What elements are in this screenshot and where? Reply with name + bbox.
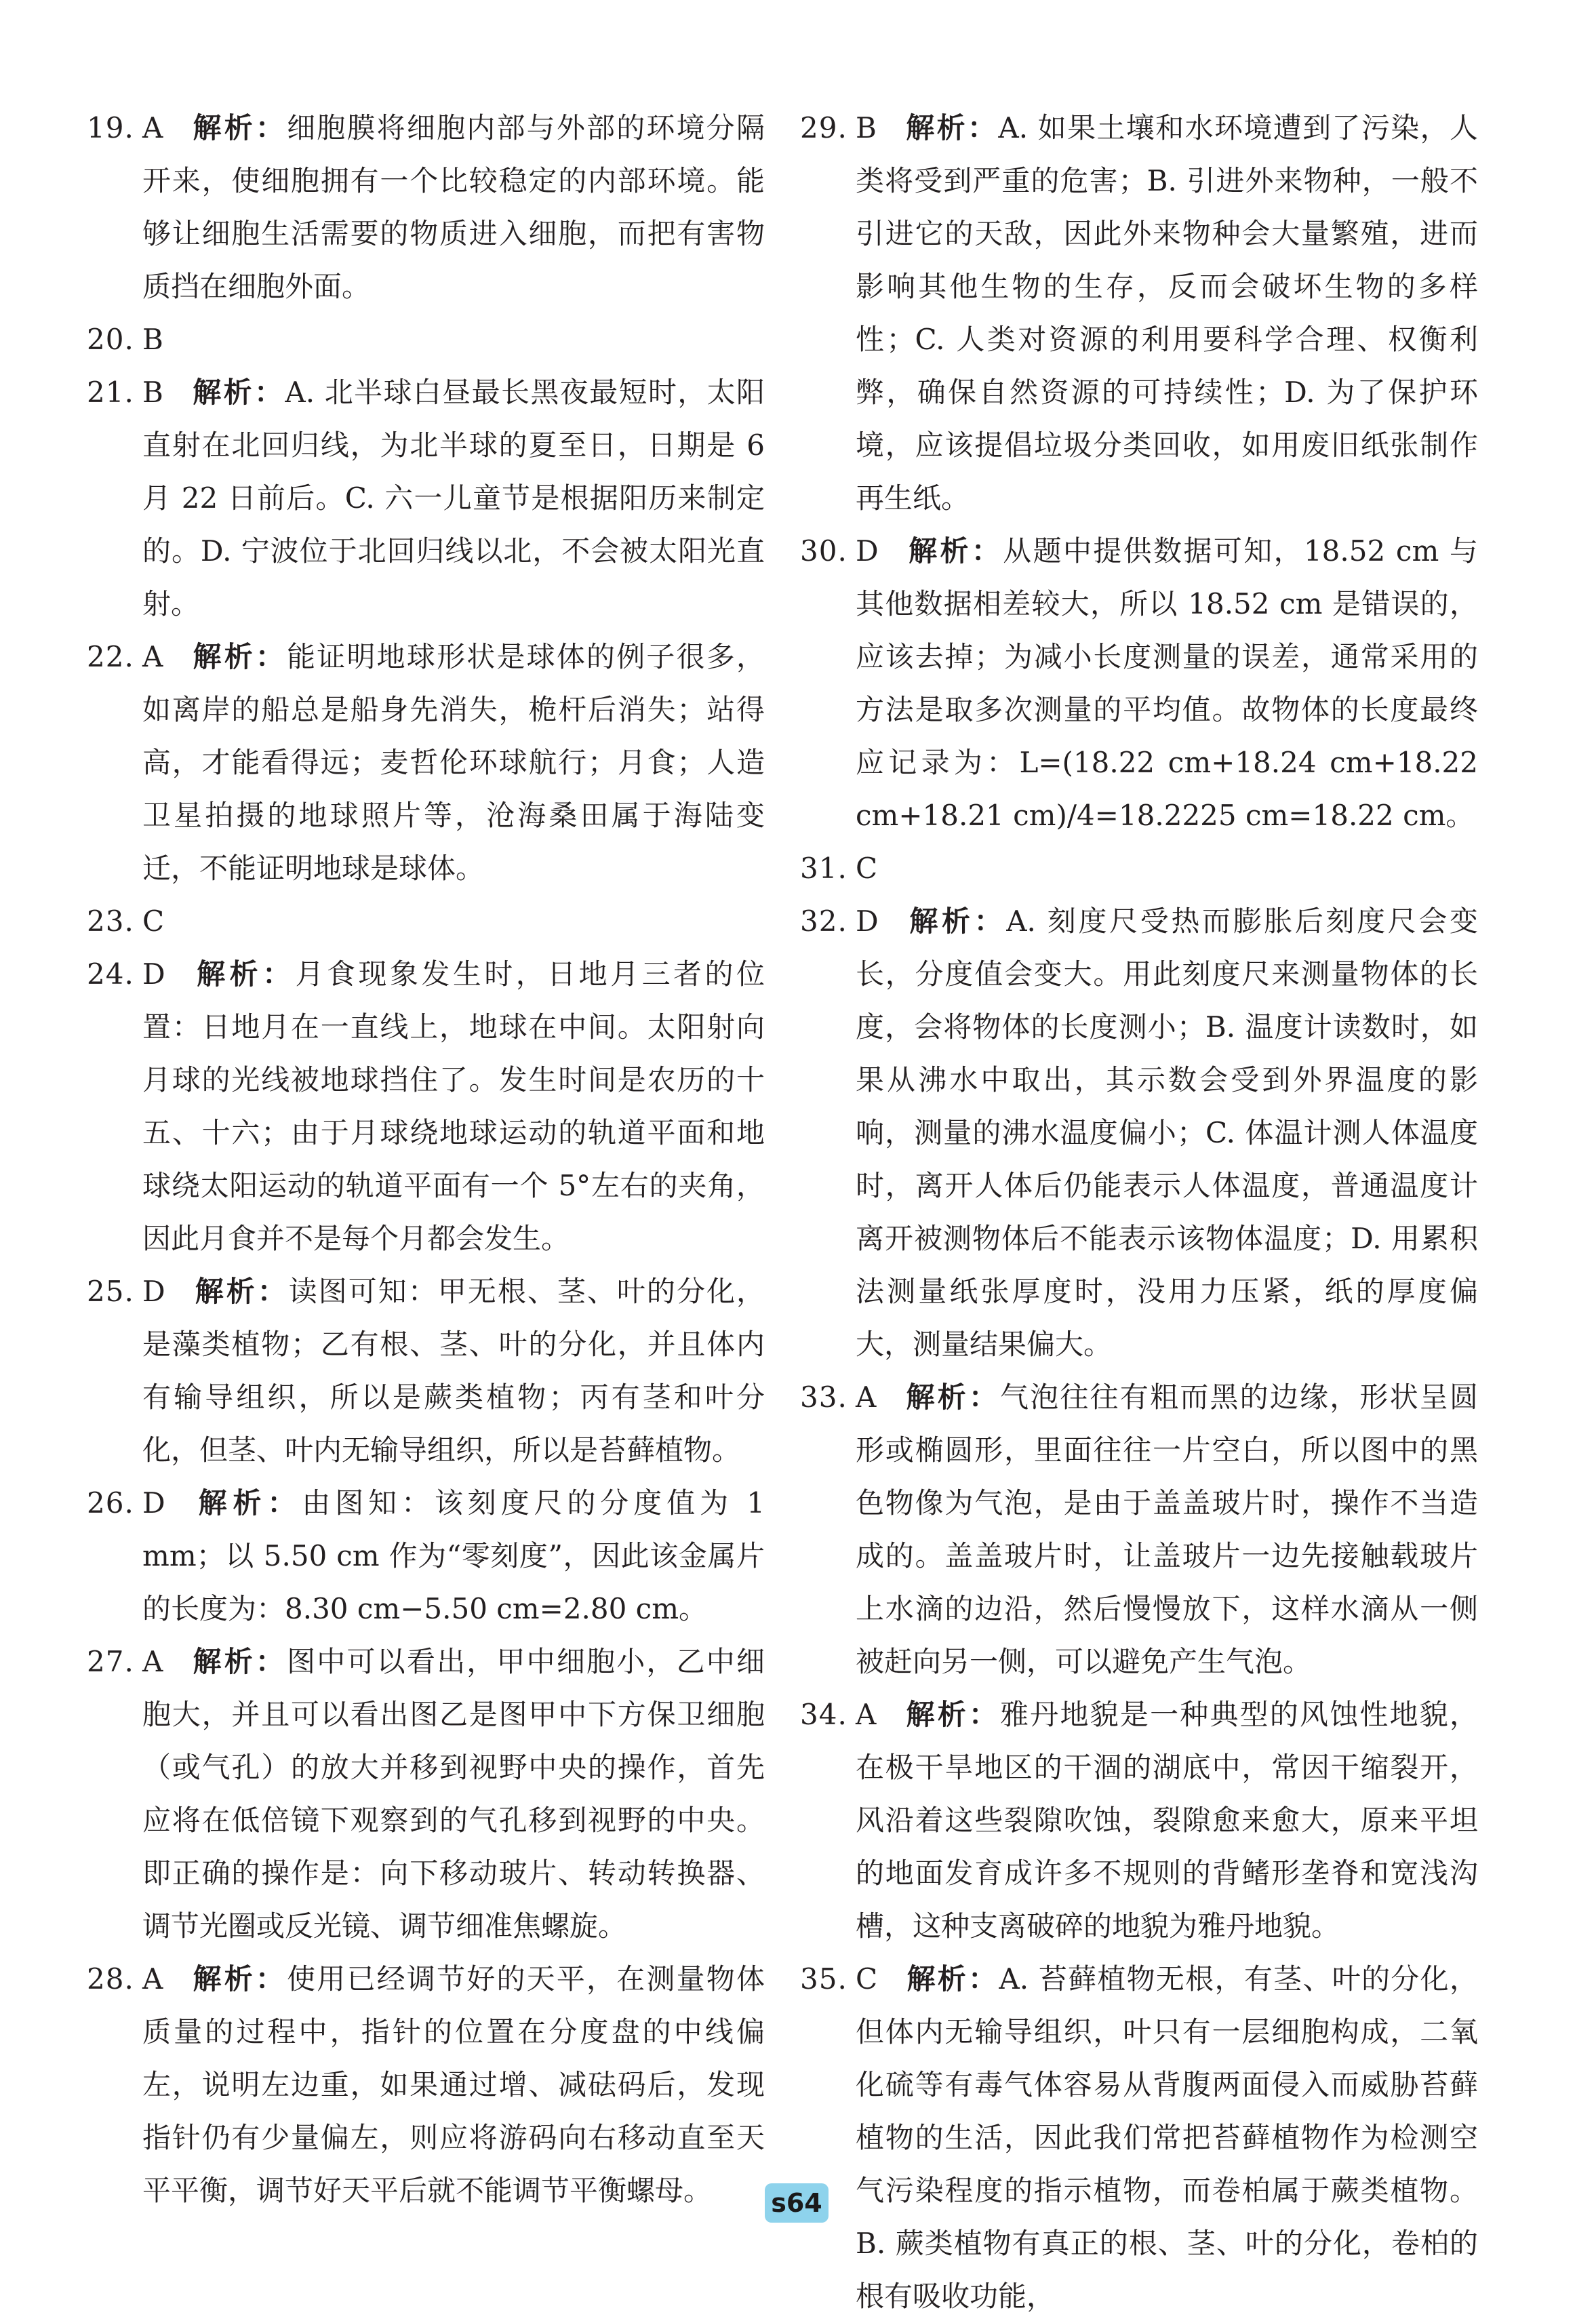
- answer-entry-34: [800, 1688, 1478, 1953]
- explanation-label: 解析：: [191, 1962, 287, 1996]
- answer-letter: A: [856, 1381, 877, 1414]
- answer-letter: C: [856, 852, 878, 885]
- answer-entry-35: [800, 1953, 1478, 2323]
- answer-entry-26: [87, 1477, 765, 1635]
- explanation-label: 解析：: [904, 111, 999, 144]
- explanation-text: 细胞膜将细胞内部与外部的环境分隔开来，使细胞拥有一个比较稳定的内部环境。能够让细胞生活需要的物质进入细胞，而把有害物质挡在细胞外面。: [142, 111, 765, 303]
- explanation-label: 解析：: [191, 1645, 287, 1678]
- answer-entry-25: [87, 1265, 765, 1477]
- answer-letter: D: [142, 1486, 165, 1520]
- question-number: 24.: [87, 957, 134, 991]
- answer-entry-29: [800, 102, 1478, 525]
- question-number: 32.: [800, 905, 847, 938]
- answer-letter: A: [142, 1645, 163, 1678]
- explanation-label: 解析：: [191, 376, 285, 409]
- answer-entry-32: [800, 895, 1478, 1371]
- question-number: 22.: [87, 640, 134, 673]
- answer-entry-31: [800, 842, 1478, 895]
- explanation-text: 气泡往往有粗而黑的边缘，形状呈圆形或椭圆形，里面往往一片空白，所以图中的黑色物像为气泡，是由于盖盖玻片时，操作不当造成的。盖盖玻片时，让盖玻片一边先接触载玻片上水滴的边沿，然后慢慢放下，这样水滴从一侧被赶向另一侧，可以避免产生气泡。: [856, 1381, 1478, 1678]
- explanation-text: 读图可知：甲无根、茎、叶的分化，是藻类植物；乙有根、茎、叶的分化，并且体内有输导组织，所以是蕨类植物；丙有茎和叶分化，但茎、叶内无输导组织，所以是苔藓植物。: [142, 1275, 765, 1467]
- answer-letter: D: [142, 957, 165, 991]
- explanation-text: 月食现象发生时，日地月三者的位置：日地月在一直线上，地球在中间。太阳射向月球的光线被地球挡住了。发生时间是农历的十五、十六；由于月球绕地球运动的轨道平面和地球绕太阳运动的轨道平面有一个 5°左右的夹角，因此月食并不是每个月都会发生。: [142, 957, 765, 1255]
- answer-letter: C: [856, 1962, 878, 1996]
- question-number: 23.: [87, 905, 134, 938]
- question-number: 20.: [87, 323, 134, 356]
- explanation-text: 使用已经调节好的天平，在测量物体质量的过程中，指针的位置在分度盘的中线偏左，说明左边重，如果通过增、减砝码后，发现指针仍有少量偏左，则应将游码向右移动直至天平平衡，调节好天平后就不能调节平衡螺母。: [142, 1962, 765, 2207]
- answer-entry-19: [87, 102, 765, 313]
- question-number: 31.: [800, 852, 847, 885]
- explanation-text: 图中可以看出，甲中细胞小，乙中细胞大，并且可以看出图乙是图甲中下方保卫细胞（或气孔）的放大并移到视野中央的操作，首先应将在低倍镜下观察到的气孔移到视野的中央。即正确的操作是：向下移动玻片、转动转换器、调节光圈或反光镜、调节细准焦螺旋。: [142, 1645, 765, 1943]
- explanation-label: 解析：: [906, 534, 1003, 568]
- explanation-text: 从题中提供数据可知，18.52 cm 与其他数据相差较大，所以 18.52 cm 是错误的，应该去掉；为减小长度测量的误差，通常采用的方法是取多次测量的平均值。故物体的长度最终应记录为：L=(18.22 cm+18.24 cm+18.22 cm+18.21 cm)/4=18.2225 cm=18.22 cm。: [856, 534, 1478, 832]
- answer-letter: A: [142, 640, 163, 673]
- explanation-text: 由图知：该刻度尺的分度值为 1 mm；以 5.50 cm 作为“零刻度”，因此该金属片的长度为：8.30 cm−5.50 cm=2.80 cm。: [142, 1486, 765, 1625]
- answer-entry-21: [87, 366, 765, 631]
- answer-letter: C: [142, 905, 165, 938]
- explanation-label: 解析：: [191, 640, 287, 673]
- explanation-label: 解析：: [906, 905, 1007, 938]
- question-number: 21.: [87, 376, 134, 409]
- question-number: 26.: [87, 1486, 134, 1520]
- explanation-label: 解析：: [191, 111, 287, 144]
- explanation-text: A. 如果土壤和水环境遭到了污染，人类将受到严重的危害；B. 引进外来物种，一般不引进它的天敌，因此外来物种会大量繁殖，进而影响其他生物的生存，反而会破坏生物的多样性；C. 人类对资源的利用要科学合理、权衡利弊，确保自然资源的可持续性；D. 为了保护环境，应该提倡垃圾分类回收，如用废旧纸张制作再生纸。: [856, 111, 1478, 515]
- answer-entry-23: [87, 895, 765, 948]
- answer-letter: B: [142, 323, 163, 356]
- question-number: 33.: [800, 1381, 847, 1414]
- question-number: 25.: [87, 1275, 134, 1308]
- answer-entry-24: [87, 948, 765, 1265]
- explanation-label: 解析：: [193, 957, 296, 991]
- question-number: 35.: [800, 1962, 847, 1996]
- answer-letter: D: [142, 1275, 165, 1308]
- explanation-text: A. 北半球白昼最长黑夜最短时，太阳直射在北回归线，为北半球的夏至日，日期是 6 月 22 日前后。C. 六一儿童节是根据阳历来制定的。D. 宁波位于北回归线以北，不会被太阳光直射。: [142, 376, 765, 620]
- right-column: [800, 102, 1478, 2323]
- explanation-label: 解析：: [906, 1962, 999, 1996]
- answer-letter: A: [142, 111, 163, 144]
- explanation-label: 解析：: [904, 1698, 1001, 1731]
- question-number: 29.: [800, 111, 847, 144]
- explanation-label: 解析：: [193, 1275, 289, 1308]
- explanation-text: A. 苔藓植物无根，有茎、叶的分化，但体内无输导组织，叶只有一层细胞构成，二氧化硫等有毒气体容易从背腹两面侵入而威胁苔藓植物的生活，因此我们常把苔藓植物作为检测空气污染程度的指示植物，而卷柏属于蕨类植物。B. 蕨类植物有真正的根、茎、叶的分化，卷柏的根有吸收功能，: [856, 1962, 1478, 2313]
- explanation-label: 解析：: [193, 1486, 302, 1520]
- answer-letter: B: [856, 111, 877, 144]
- answer-entry-22: [87, 631, 765, 895]
- left-column: [87, 102, 765, 2217]
- answer-letter: D: [856, 534, 879, 568]
- explanation-text: 能证明地球形状是球体的例子很多，如离岸的船总是船身先消失，桅杆后消失；站得高，才能看得远；麦哲伦环球航行；月食；人造卫星拍摄的地球照片等，沧海桑田属于海陆变迁，不能证明地球是球体。: [142, 640, 765, 885]
- explanation-label: 解析：: [904, 1381, 1001, 1414]
- answer-entry-20: [87, 313, 765, 366]
- explanation-text: A. 刻度尺受热而膨胀后刻度尺会变长，分度值会变大。用此刻度尺来测量物体的长度，会将物体的长度测小；B. 温度计读数时，如果从沸水中取出，其示数会受到外界温度的影响，测量的沸水温度偏小；C. 体温计测人体温度时，离开人体后仍能表示人体温度，普通温度计离开被测物体后不能表示该物体温度；D. 用累积法测量纸张厚度时，没用力压紧，纸的厚度偏大，测量结果偏大。: [856, 905, 1478, 1361]
- answer-letter: A: [142, 1962, 163, 1996]
- answer-entry-30: [800, 525, 1478, 842]
- question-number: 34.: [800, 1698, 847, 1731]
- answer-entry-27: [87, 1635, 765, 1953]
- answer-letter: A: [856, 1698, 877, 1731]
- question-number: 28.: [87, 1962, 134, 1996]
- explanation-text: 雅丹地貌是一种典型的风蚀性地貌，在极干旱地区的干涸的湖底中，常因干缩裂开，风沿着这些裂隙吹蚀，裂隙愈来愈大，原来平坦的地面发育成许多不规则的背鳍形垄脊和宽浅沟槽，这种支离破碎的地貌为雅丹地貌。: [856, 1698, 1478, 1943]
- page-number-badge: s64: [765, 2183, 829, 2223]
- question-number: 27.: [87, 1645, 134, 1678]
- question-number: 30.: [800, 534, 847, 568]
- answer-entry-28: [87, 1953, 765, 2217]
- question-number: 19.: [87, 111, 134, 144]
- answer-entry-33: [800, 1371, 1478, 1688]
- answer-letter: B: [142, 376, 163, 409]
- answer-letter: D: [856, 905, 879, 938]
